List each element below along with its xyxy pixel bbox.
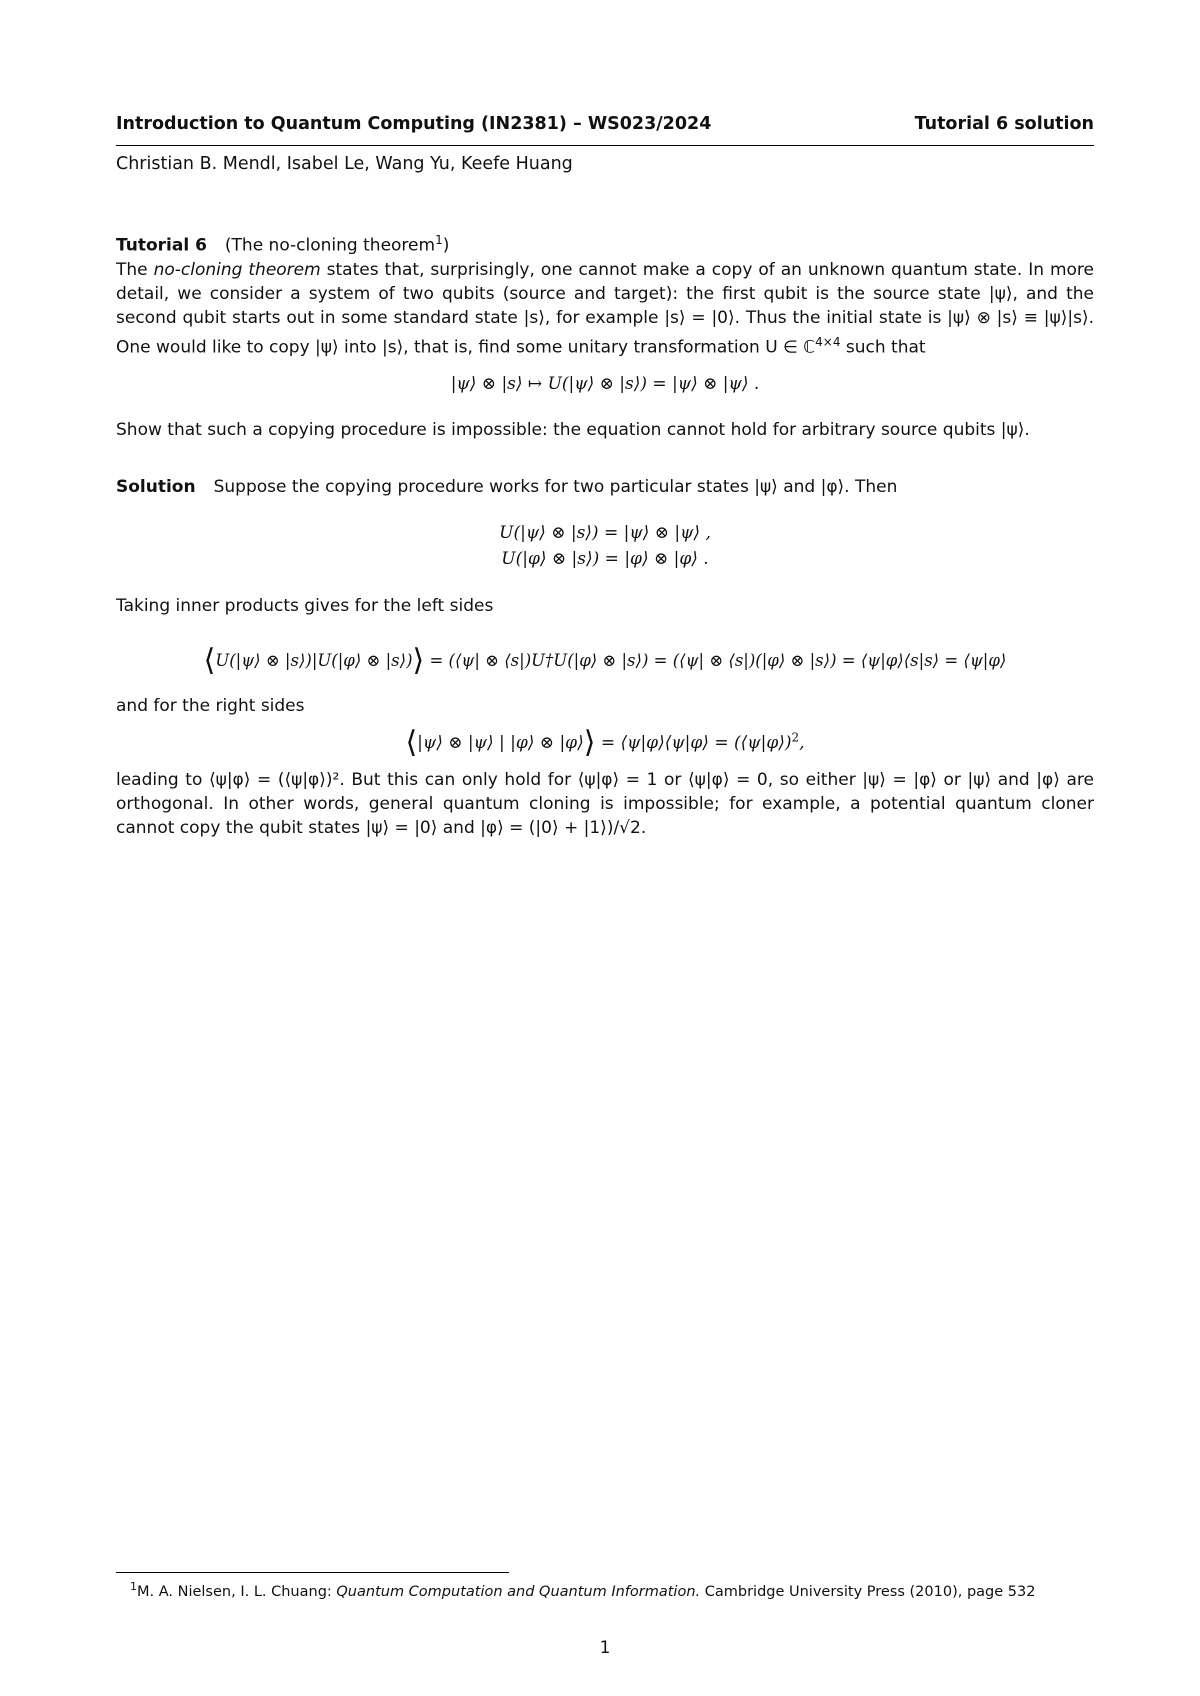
- left-rest: = (⟨ψ| ⊗ ⟨s|)U†U(|φ⟩ ⊗ |s⟩) = (⟨ψ| ⊗ ⟨s|)(|φ⟩ ⊗ |s⟩) = ⟨ψ|φ⟩⟨s|s⟩ = ⟨ψ|φ⟩: [424, 651, 1007, 670]
- problem-subtitle: (The no-cloning theorem: [224, 235, 436, 256]
- left-angle-2: ⟨: [405, 725, 418, 760]
- solution-equations: [116, 520, 1094, 572]
- footnote-rule: [116, 1572, 509, 1573]
- inner-product-left-text: Taking inner products gives for the left sides: [116, 596, 494, 616]
- intro-pre: The: [116, 259, 154, 280]
- intro-body: states that, surprisingly, one cannot make a copy of an unknown quantum state. In more detail, we consider a system of two qubits (source and target): the first qubit is the source state |ψ⟩, and the second qubit starts out in some standard state |s⟩, for example |s⟩ = |0⟩. Thus the initial state is |ψ⟩ ⊗ |s⟩ ≡ |ψ⟩|s⟩. One would like to copy |ψ⟩ into |s⟩, that is, find some unitary transformation U ∈ ℂ: [116, 259, 1094, 358]
- footnote-ref: 1: [435, 233, 443, 247]
- right-angle-2: ⟩: [583, 725, 596, 760]
- intro-superscript: 4×4: [815, 334, 841, 349]
- page-number: 1: [599, 1638, 611, 1658]
- footnote: [130, 1580, 1035, 1600]
- document-page: [116, 0, 1094, 1696]
- right-rest: = ⟨ψ|φ⟩⟨ψ|φ⟩ = (⟨ψ|φ⟩): [595, 733, 792, 753]
- intro-emphasis: no-cloning theorem: [153, 259, 321, 280]
- course-title: Introduction to Quantum Computing (IN2381) – WS023/2024: [116, 114, 712, 134]
- header-label: Tutorial 6 solution: [914, 114, 1094, 134]
- footnote-authors: M. A. Nielsen, I. L. Chuang:: [137, 1583, 337, 1600]
- solution-label: Solution: [116, 477, 196, 497]
- inner-product-right-text: and for the right sides: [116, 696, 305, 716]
- problem-subtitle-end: ): [442, 235, 450, 256]
- cloning-equation: |ψ⟩ ⊗ |s⟩ ↦ U(|ψ⟩ ⊗ |s⟩) = |ψ⟩ ⊗ |ψ⟩ .: [450, 374, 760, 394]
- right-end: ,: [799, 733, 805, 753]
- footnote-rest: Cambridge University Press (2010), page 532: [700, 1583, 1036, 1600]
- right-angle: ⟩: [412, 643, 425, 678]
- inner-product-left-equation: [116, 643, 1094, 678]
- problem-intro: [116, 258, 1094, 360]
- problem-title: Tutorial 6: [116, 235, 207, 256]
- problem-statement: [116, 228, 1094, 359]
- page-header: [116, 114, 1094, 134]
- task-statement: Show that such a copying procedure is impossible: the equation cannot hold for arbitrary source qubits |ψ⟩.: [116, 420, 1030, 440]
- solution-conclusion: leading to ⟨ψ|φ⟩ = (⟨ψ|φ⟩)². But this can only hold for ⟨ψ|φ⟩ = 1 or ⟨ψ|φ⟩ = 0, so either |ψ⟩ = |φ⟩ or |ψ⟩ and |φ⟩ are orthogonal. In other words, general quantum cloning is impossible; for example, a potential quantum cloner cannot copy the qubit states |ψ⟩ = |0⟩ and |φ⟩ = (|0⟩ + |1⟩)/√2.: [116, 770, 1094, 838]
- right-body: |ψ⟩ ⊗ |ψ⟩ | |φ⟩ ⊗ |φ⟩: [417, 733, 584, 753]
- footnote-book: Quantum Computation and Quantum Information.: [336, 1583, 701, 1600]
- intro-end: such that: [840, 337, 926, 358]
- left-body: U(|ψ⟩ ⊗ |s⟩)|U(|φ⟩ ⊗ |s⟩): [215, 651, 413, 670]
- footnote-mark: 1: [130, 1580, 137, 1593]
- left-angle: ⟨: [203, 643, 216, 678]
- right-superscript: 2: [791, 730, 800, 745]
- solution-intro-text: Suppose the copying procedure works for two particular states |ψ⟩ and |φ⟩. Then: [213, 477, 898, 497]
- authors-line: Christian B. Mendl, Isabel Le, Wang Yu, Keefe Huang: [116, 154, 573, 174]
- problem-title-line: [116, 228, 1094, 258]
- equation-b: U(|φ⟩ ⊗ |s⟩) = |φ⟩ ⊗ |φ⟩ .: [501, 549, 709, 569]
- solution-intro: [116, 475, 1094, 499]
- header-rule: [116, 145, 1094, 146]
- inner-product-right-equation: [116, 725, 1094, 760]
- equation-a: U(|ψ⟩ ⊗ |s⟩) = |ψ⟩ ⊗ |ψ⟩ ,: [499, 523, 711, 543]
